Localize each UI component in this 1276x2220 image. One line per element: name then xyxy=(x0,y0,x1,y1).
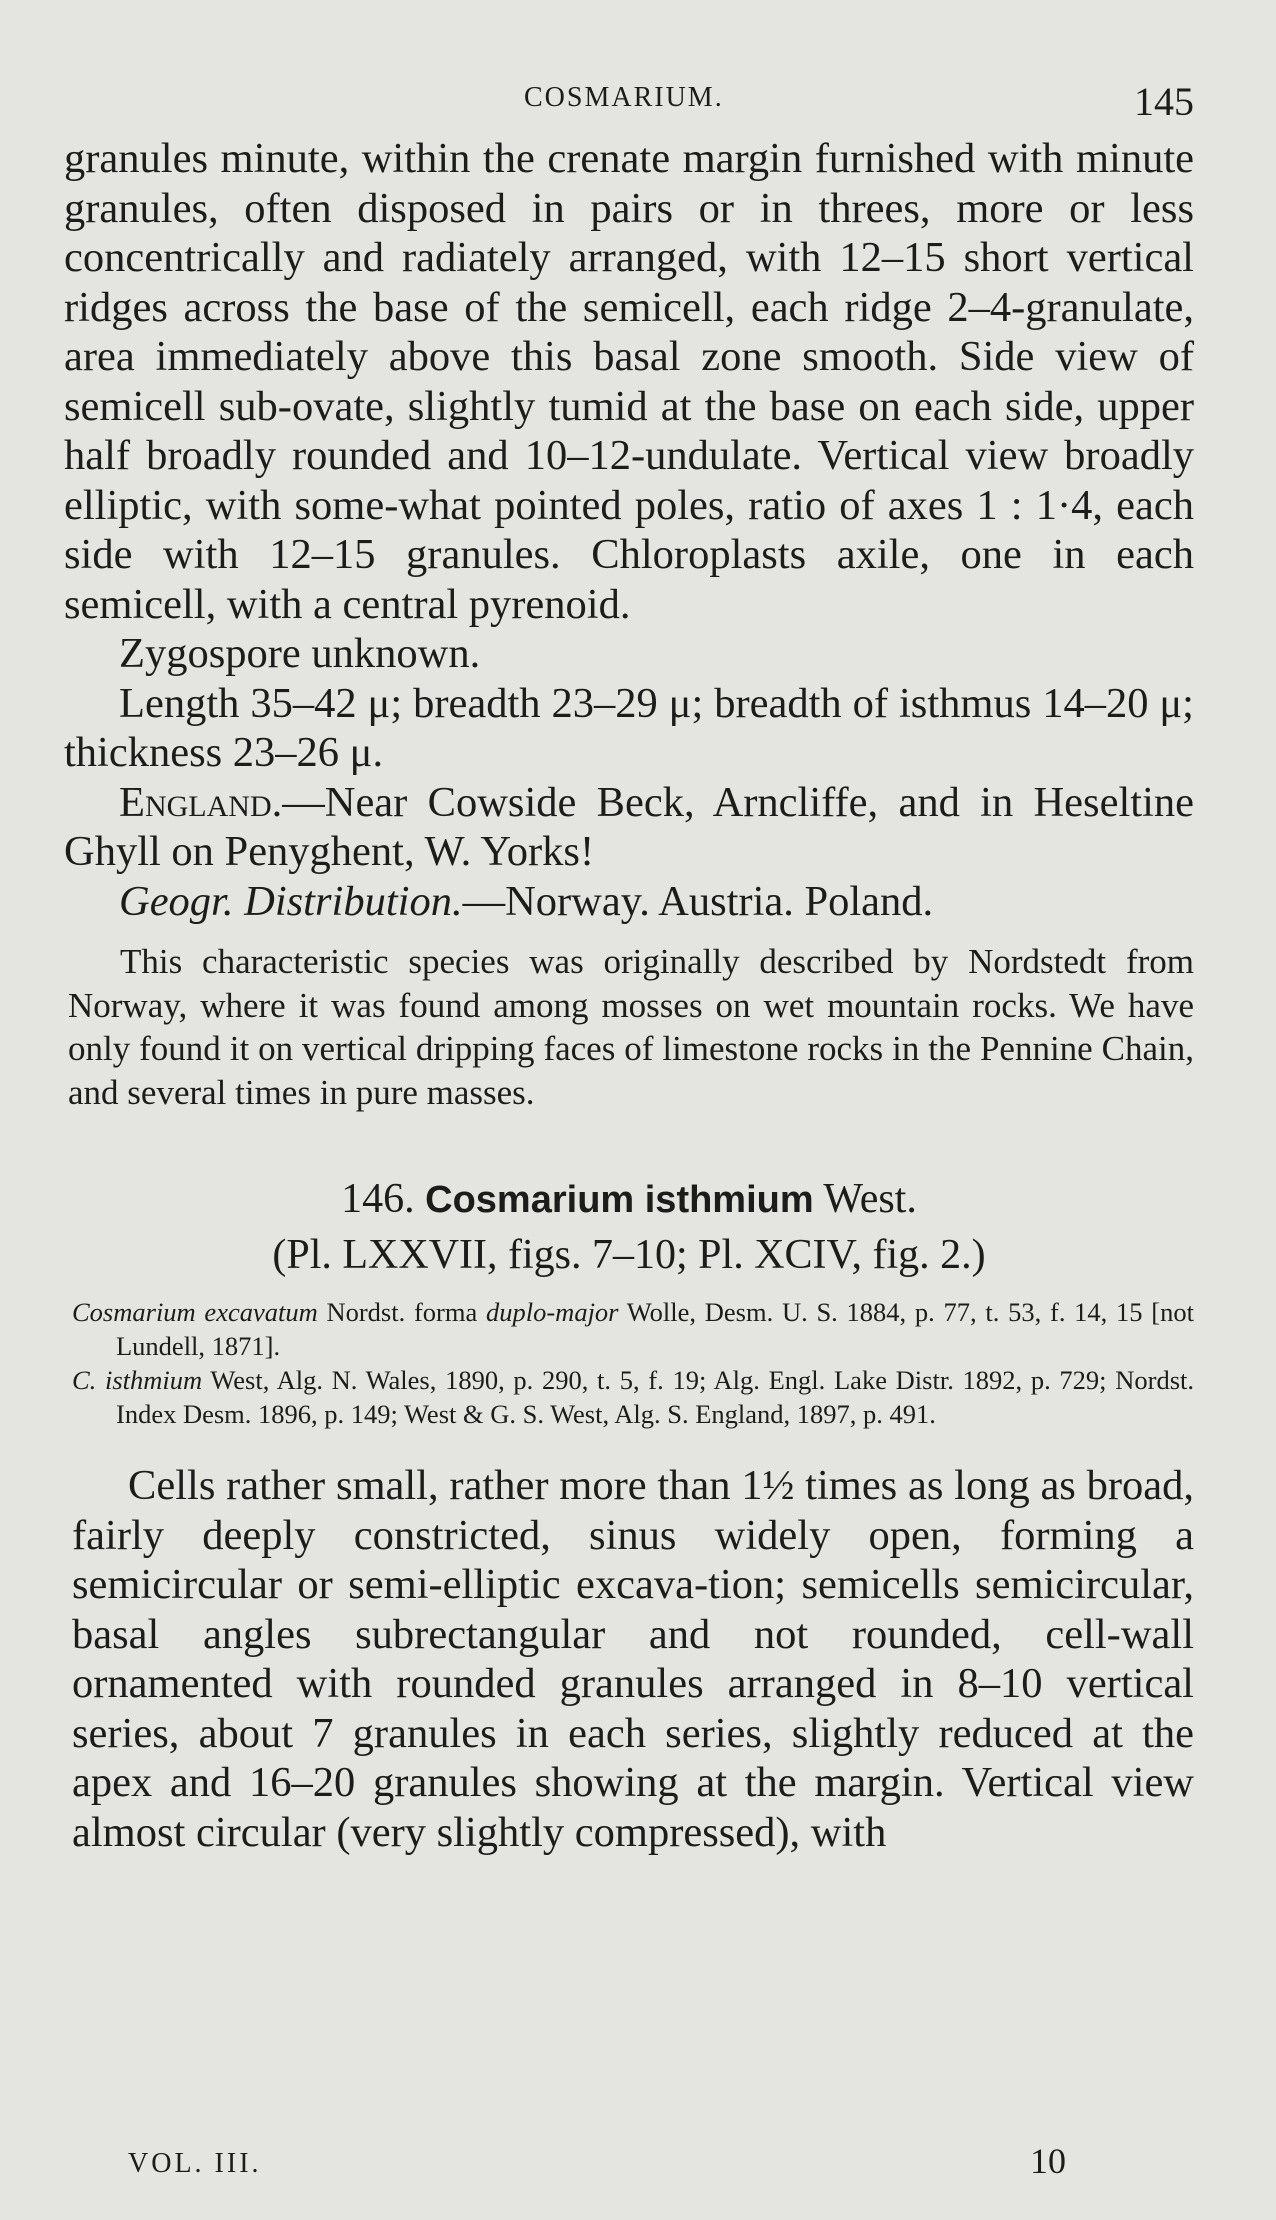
distribution-label: Geogr. Distribution. xyxy=(119,877,463,925)
page-number: 145 xyxy=(1134,79,1194,124)
continued-description: granules minute, within the crenate margin furnished with minute granules, often disposed in pairs or in threes, more or less concentrically and radiately arranged, with 12–15 short vertical ridges across the base of the semicell, each ridge 2–4-granulate, area immediately above this basal zone smooth. Side view of semicell sub-ovate, slightly tumid at the base on each side, upper half broadly rounded and 10–12-undulate. Vertical view broadly elliptic, with some-what pointed poles, ratio of axes 1 : 1·4, each side with 12–15 granules. Chloroplasts axile, one in each semicell, with a central pyrenoid. xyxy=(64,135,1194,628)
species-145-continued xyxy=(64,134,1194,1114)
signature-mark: 10 xyxy=(1030,2141,1066,2181)
remarks-note: This characteristic species was originally described by Nordstedt from Norway, where it was found among mosses on wet mountain rocks. We have only found it on vertical dripping faces of limestone rocks in the Pennine Chain, and several times in pure masses. xyxy=(68,942,1194,1112)
synonym-name: Cosmarium excavatum xyxy=(72,1297,318,1327)
page-footer xyxy=(128,2140,1066,2186)
species-author: West. xyxy=(823,1176,917,1222)
running-head: COSMARIUM. xyxy=(524,82,724,113)
species-description xyxy=(64,1461,1194,1857)
locality-text: —Near Cowside Beck, Arncliffe, and in Heseltine Ghyll on Penyghent, W. Yorks! xyxy=(64,778,1194,875)
species-number: 146. xyxy=(341,1176,415,1222)
synonym-form: duplo-major xyxy=(486,1297,619,1327)
synonymy xyxy=(64,1295,1194,1431)
species-name: Cosmarium isthmium xyxy=(425,1179,814,1221)
locality xyxy=(64,778,1194,877)
volume-mark: VOL. III. xyxy=(128,2148,262,2179)
synonym-citation: West, Alg. N. Wales, 1890, p. 290, t. 5, f. 19; Alg. Engl. Lake Distr. 1892, p. 729; Nordst. Index Desm. 1896, p. 149; West & G. S. West, Alg. S. England, 1897, p. 491. xyxy=(116,1365,1194,1429)
page-header xyxy=(64,78,1194,130)
zygospore-note: Zygospore unknown. xyxy=(119,630,481,677)
synonym-citation: Wolle, Desm. U. S. 1884, p. 77, t. 53, f. 14, 15 [not Lundell, 1871]. xyxy=(116,1297,1194,1361)
description-text: Cells rather small, rather more than 1½ times as long as broad, fairly deeply constricted, sinus widely open, forming a semicircular or semi-elliptic excava-tion; semicells semicircular, basal angles subrectangular and not rounded, cell-wall ornamented with rounded granules arranged in 8–10 vertical series, about 7 granules in each series, slightly reduced at the apex and 16–20 granules showing at the margin. Vertical view almost circular (very slightly compressed), with xyxy=(72,1462,1194,1856)
synonym-entry xyxy=(72,1295,1194,1363)
measurements: Length 35–42 μ; breadth 23–29 μ; breadth of isthmus 14–20 μ; thickness 23–26 μ. xyxy=(64,679,1194,776)
synonym-name: C. isthmium xyxy=(72,1365,203,1395)
distribution-text: —Norway. Austria. Poland. xyxy=(462,877,934,925)
synonym-entry xyxy=(72,1363,1194,1431)
locality-label: England. xyxy=(119,778,283,826)
distribution xyxy=(64,877,1194,927)
synonym-text: Nordst. forma xyxy=(317,1297,486,1327)
plate-references: (Pl. LXXVII, figs. 7–10; Pl. XCIV, fig. 2.) xyxy=(272,1232,986,1278)
species-heading xyxy=(64,1174,1194,1225)
species-146 xyxy=(64,1174,1194,1857)
